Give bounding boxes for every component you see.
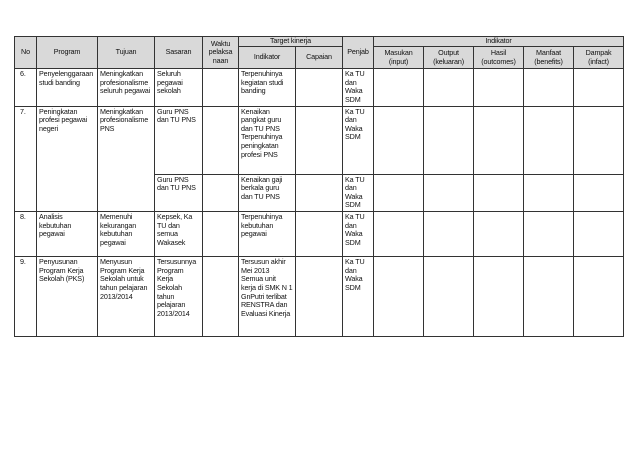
col-header-sasaran: Sasaran <box>155 37 203 69</box>
row-penjab: Ka TU dan Waka SDM <box>343 174 374 212</box>
col-header-waktu: Waktu pelaksa naan <box>203 37 239 69</box>
row-program: Analisis kebutuhan pegawai <box>37 212 98 257</box>
row-program: Penyusunan Program Kerja Sekolah (PKS) <box>37 257 98 337</box>
row-capaian <box>296 106 343 174</box>
row-masukan <box>374 69 424 107</box>
row-sasaran: Guru PNS dan TU PNS <box>155 106 203 174</box>
row-hasil <box>474 69 524 107</box>
row-manfaat <box>524 257 574 337</box>
row-capaian <box>296 212 343 257</box>
row-no: 6. <box>15 69 37 107</box>
row-dampak <box>574 257 624 337</box>
col-header-masukan: Masukan (input) <box>374 47 424 69</box>
row-masukan <box>374 106 424 174</box>
row-masukan <box>374 212 424 257</box>
header-row-1 <box>15 37 624 47</box>
row-sasaran: Guru PNS dan TU PNS <box>155 174 203 212</box>
row-dampak <box>574 69 624 107</box>
row-manfaat <box>524 69 574 107</box>
col-header-capaian: Capaian <box>296 47 343 69</box>
col-header-no: No <box>15 37 37 69</box>
col-header-output: Output (keluaran) <box>424 47 474 69</box>
table-row <box>15 106 624 174</box>
row-no: 8. <box>15 212 37 257</box>
row-capaian <box>296 257 343 337</box>
row-capaian <box>296 174 343 212</box>
program-table <box>14 36 624 337</box>
row-masukan <box>374 257 424 337</box>
row-penjab: Ka TU dan Waka SDM <box>343 106 374 174</box>
row-manfaat <box>524 106 574 174</box>
row-capaian <box>296 69 343 107</box>
row-penjab: Ka TU dan Waka SDM <box>343 257 374 337</box>
col-header-hasil: Hasil (outcomes) <box>474 47 524 69</box>
col-header-indikator: Indikator <box>239 47 296 69</box>
row-output <box>424 106 474 174</box>
row-program: Peningkatan profesi pegawai negeri <box>37 106 98 212</box>
row-manfaat <box>524 212 574 257</box>
row-dampak <box>574 106 624 174</box>
row-waktu <box>203 174 239 212</box>
row-tujuan: Menyusun Program Kerja Sekolah untuk tahun pelajaran 2013/2014 <box>98 257 155 337</box>
row-hasil <box>474 106 524 174</box>
row-hasil <box>474 212 524 257</box>
table-row <box>15 69 624 107</box>
table-row <box>15 257 624 337</box>
row-indikator: Kenaikan pangkat guru dan TU PNS Terpenuhinya peningkatan profesi PNS <box>239 106 296 174</box>
row-output <box>424 212 474 257</box>
row-waktu <box>203 257 239 337</box>
row-dampak <box>574 212 624 257</box>
col-header-indikator-group: Indikator <box>374 37 624 47</box>
row-indikator: Kenaikan gaji berkala guru dan TU PNS <box>239 174 296 212</box>
row-output <box>424 174 474 212</box>
row-sasaran: Kepsek, Ka TU dan semua Wakasek <box>155 212 203 257</box>
row-sasaran: Tersusunnya Program Kerja Sekolah tahun pelajaran 2013/2014 <box>155 257 203 337</box>
row-waktu <box>203 106 239 174</box>
row-indikator: Terpenuhinya kegiatan studi banding <box>239 69 296 107</box>
row-sasaran: Seluruh pegawai sekolah <box>155 69 203 107</box>
row-waktu <box>203 212 239 257</box>
row-no: 7. <box>15 106 37 212</box>
row-penjab: Ka TU dan Waka SDM <box>343 69 374 107</box>
row-indikator: Tersusun akhir Mei 2013 Semua unit kerja di SMK N 1 GnPutri terlibat RENSTRA dan Evaluasi Kinerja <box>239 257 296 337</box>
row-waktu <box>203 69 239 107</box>
col-header-dampak: Dampak (infact) <box>574 47 624 69</box>
row-tujuan: Memenuhi kekurangan kebutuhan pegawai <box>98 212 155 257</box>
col-header-manfaat: Manfaat (benefits) <box>524 47 574 69</box>
row-tujuan: Meningkatkan profesionalisme seluruh pegawai <box>98 69 155 107</box>
row-output <box>424 69 474 107</box>
col-header-penjab: Penjab <box>343 37 374 69</box>
row-tujuan: Meningkatkan profesionalisme PNS <box>98 106 155 212</box>
col-header-program: Program <box>37 37 98 69</box>
row-dampak <box>574 174 624 212</box>
row-output <box>424 257 474 337</box>
row-no: 9. <box>15 257 37 337</box>
row-indikator: Terpenuhinya kebutuhan pegawai <box>239 212 296 257</box>
table-row <box>15 212 624 257</box>
row-hasil <box>474 174 524 212</box>
row-program: Penyelenggaraan studi banding <box>37 69 98 107</box>
col-header-target-kinerja: Target kinerja <box>239 37 343 47</box>
row-manfaat <box>524 174 574 212</box>
col-header-tujuan: Tujuan <box>98 37 155 69</box>
row-masukan <box>374 174 424 212</box>
row-hasil <box>474 257 524 337</box>
row-penjab: Ka TU dan Waka SDM <box>343 212 374 257</box>
